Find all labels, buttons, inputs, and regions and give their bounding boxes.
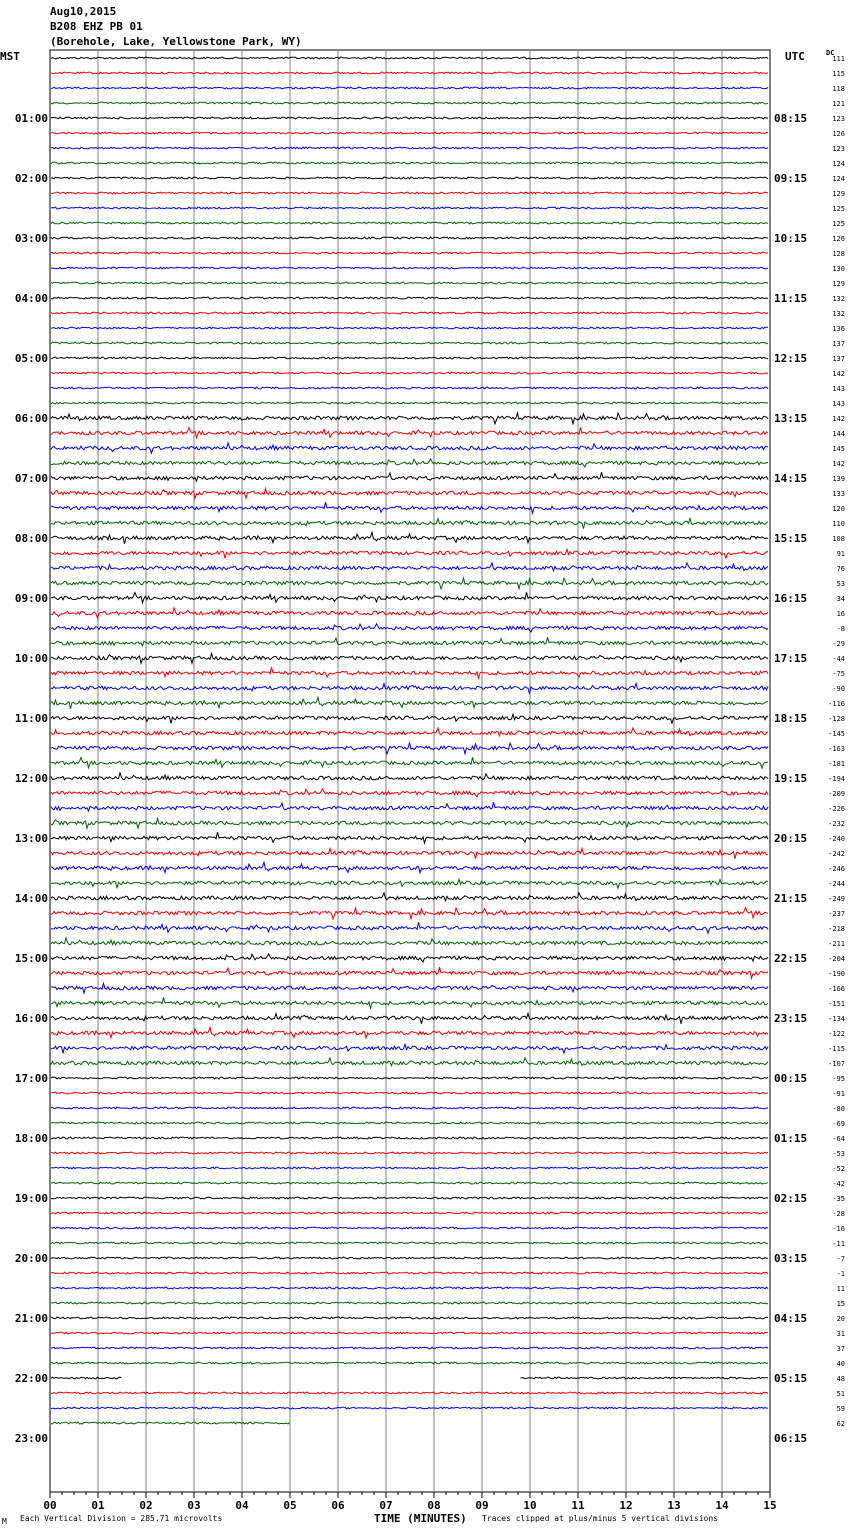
dc-offset-label: -166 <box>828 985 845 993</box>
seismic-trace <box>51 297 768 299</box>
dc-offset-label: 40 <box>836 1360 845 1368</box>
seismic-trace <box>51 1212 768 1214</box>
seismic-trace <box>51 1272 768 1274</box>
dc-offset-label: 20 <box>836 1315 845 1323</box>
dc-offset-label: -218 <box>828 925 845 933</box>
mst-hour-label: 15:00 <box>14 952 48 965</box>
seismic-trace <box>51 87 768 89</box>
mst-hour-label: 04:00 <box>14 292 48 305</box>
mst-hour-label: 01:00 <box>14 112 48 125</box>
dc-offset-label: 37 <box>836 1345 845 1353</box>
seismic-trace <box>51 342 768 344</box>
right-timezone-label: UTC <box>785 50 805 63</box>
dc-offset-label: -190 <box>828 970 845 978</box>
mst-hour-label: 09:00 <box>14 592 48 605</box>
x-tick-label: 12 <box>619 1499 633 1512</box>
seismic-trace <box>51 357 768 359</box>
seismic-trace <box>51 592 768 602</box>
seismic-trace <box>51 372 768 374</box>
seismic-trace <box>51 413 768 424</box>
dc-offset-label: -1 <box>836 1270 845 1278</box>
seismic-trace <box>51 1167 768 1169</box>
plot-date: Aug10,2015 <box>50 5 117 18</box>
dc-offset-label: -242 <box>828 850 845 858</box>
utc-hour-label: 02:15 <box>774 1192 808 1205</box>
dc-offset-label: -52 <box>832 1165 845 1173</box>
dc-offset-label: 51 <box>836 1390 845 1398</box>
seismic-trace <box>51 1152 768 1154</box>
dc-offset-label: -122 <box>828 1030 845 1038</box>
seismic-trace <box>51 402 768 404</box>
dc-offset-label: 144 <box>832 430 845 438</box>
dc-offset-label: -204 <box>828 955 845 963</box>
seismic-trace <box>51 117 768 119</box>
utc-hour-label: 08:15 <box>774 112 808 125</box>
seismic-trace <box>51 327 768 329</box>
seismic-trace <box>51 1407 768 1409</box>
seismic-trace <box>51 162 768 164</box>
mst-hour-label: 07:00 <box>14 472 48 485</box>
dc-offset-label: 132 <box>832 295 845 303</box>
seismic-trace <box>51 637 768 646</box>
dc-column-label: DC <box>826 49 835 57</box>
utc-hour-label: 03:15 <box>774 1252 808 1265</box>
seismic-trace <box>51 1362 768 1364</box>
seismic-trace <box>51 997 768 1008</box>
utc-hour-label: 15:15 <box>774 532 808 545</box>
seismic-trace <box>51 192 768 194</box>
x-tick-label: 15 <box>763 1499 777 1512</box>
x-tick-label: 10 <box>523 1499 537 1512</box>
mst-hour-label: 19:00 <box>14 1192 48 1205</box>
dc-offset-label: 125 <box>832 220 845 228</box>
dc-offset-label: 137 <box>832 340 845 348</box>
seismic-trace <box>51 102 768 104</box>
mst-hour-label: 18:00 <box>14 1132 48 1145</box>
seismic-trace <box>51 132 768 134</box>
utc-hour-label: 09:15 <box>774 172 808 185</box>
seismic-trace <box>51 1137 768 1139</box>
dc-offset-label: -209 <box>828 790 845 798</box>
dc-offset-label: -42 <box>832 1180 845 1188</box>
dc-offset-label: -246 <box>828 865 845 873</box>
dc-offset-label: -128 <box>828 715 845 723</box>
seismic-trace <box>51 282 768 284</box>
dc-offset-label: 129 <box>832 280 845 288</box>
dc-offset-label: 59 <box>836 1405 845 1413</box>
x-tick-label: 01 <box>91 1499 105 1512</box>
seismic-trace <box>51 72 768 74</box>
dc-offset-label: -226 <box>828 805 845 813</box>
dc-offset-label: -16 <box>832 1225 845 1233</box>
dc-offset-label: 133 <box>832 490 845 498</box>
seismic-trace <box>51 967 768 978</box>
seismic-trace <box>51 1242 768 1244</box>
utc-hour-label: 05:15 <box>774 1372 808 1385</box>
dc-offset-label: -181 <box>828 760 845 768</box>
seismic-trace <box>51 459 768 467</box>
seismic-trace <box>51 1122 768 1124</box>
mst-hour-label: 10:00 <box>14 652 48 665</box>
x-tick-label: 06 <box>331 1499 345 1512</box>
x-tick-label: 09 <box>475 1499 489 1512</box>
seismic-trace <box>51 802 768 811</box>
seismic-trace <box>51 938 768 945</box>
mst-hour-label: 11:00 <box>14 712 48 725</box>
seismic-trace <box>51 1027 768 1038</box>
seismic-trace <box>51 147 768 149</box>
dc-offset-label: -151 <box>828 1000 845 1008</box>
dc-offset-label: -115 <box>828 1045 845 1053</box>
x-tick-label: 03 <box>187 1499 201 1512</box>
utc-hour-label: 06:15 <box>774 1432 808 1445</box>
clip-note: Traces clipped at plus/minus 5 vertical divisions <box>482 1514 719 1523</box>
seismic-trace <box>51 908 768 919</box>
seismic-trace <box>51 472 768 481</box>
dc-offset-label: 111 <box>832 55 845 63</box>
dc-offset-label: 11 <box>836 1285 845 1293</box>
seismic-trace <box>51 922 768 933</box>
seismic-trace <box>51 427 768 437</box>
dc-offset-label: -28 <box>832 1210 845 1218</box>
seismic-trace <box>51 443 768 453</box>
dc-offset-label: -29 <box>832 640 845 648</box>
station-location: (Borehole, Lake, Yellowstone Park, WY) <box>50 35 302 48</box>
dc-offset-label: 62 <box>836 1420 845 1428</box>
mst-hour-label: 16:00 <box>14 1012 48 1025</box>
corner-mark: M <box>2 1517 7 1526</box>
seismic-trace <box>51 267 768 269</box>
seismic-trace <box>51 222 768 224</box>
x-tick-label: 08 <box>427 1499 441 1512</box>
utc-hour-label: 11:15 <box>774 292 808 305</box>
utc-hour-label: 19:15 <box>774 772 808 785</box>
seismic-trace <box>51 862 768 873</box>
dc-offset-label: -91 <box>832 1090 845 1098</box>
dc-offset-label: 123 <box>832 145 845 153</box>
utc-hour-label: 20:15 <box>774 832 808 845</box>
seismic-trace <box>51 1092 768 1094</box>
seismic-trace <box>51 1182 768 1184</box>
mst-hour-label: 21:00 <box>14 1312 48 1325</box>
dc-offset-label: -116 <box>828 700 845 708</box>
seismic-trace <box>51 1107 768 1109</box>
dc-offset-label: 15 <box>836 1300 845 1308</box>
dc-offset-label: 48 <box>836 1375 845 1383</box>
dc-offset-label: 16 <box>836 610 845 618</box>
mst-hour-label: 13:00 <box>14 832 48 845</box>
seismic-trace <box>51 893 768 901</box>
left-timezone-label: MST <box>0 50 20 63</box>
dc-offset-label: -44 <box>832 655 845 663</box>
dc-offset-label: 128 <box>832 250 845 258</box>
seismic-trace <box>51 714 768 723</box>
x-tick-label: 02 <box>139 1499 153 1512</box>
mst-hour-label: 23:00 <box>14 1432 48 1445</box>
x-tick-label: 04 <box>235 1499 249 1512</box>
dc-offset-label: 124 <box>832 160 845 168</box>
x-tick-label: 00 <box>43 1499 57 1512</box>
station-code: B208 EHZ PB 01 <box>50 20 143 33</box>
seismic-trace <box>51 1287 768 1289</box>
dc-offset-label: 120 <box>832 505 845 513</box>
dc-offset-label: 91 <box>836 550 845 558</box>
dc-offset-label: -244 <box>828 880 845 888</box>
dc-offset-label: 124 <box>832 175 845 183</box>
dc-offset-label: -64 <box>832 1135 845 1143</box>
seismic-trace <box>51 757 768 768</box>
seismic-trace <box>51 728 768 736</box>
seismic-trace <box>51 848 768 858</box>
seismic-trace <box>51 237 768 239</box>
dc-offset-label: 76 <box>836 565 845 573</box>
utc-hour-label: 18:15 <box>774 712 808 725</box>
seismic-trace <box>51 1332 768 1334</box>
dc-offset-label: 145 <box>832 445 845 453</box>
dc-offset-label: 115 <box>832 70 845 78</box>
dc-offset-label: 34 <box>836 595 845 603</box>
utc-hour-label: 14:15 <box>774 472 808 485</box>
utc-hour-label: 13:15 <box>774 412 808 425</box>
mst-hour-label: 08:00 <box>14 532 48 545</box>
dc-offset-label: 125 <box>832 205 845 213</box>
dc-offset-label: 118 <box>832 85 845 93</box>
plot-frame <box>50 50 770 1492</box>
seismic-trace <box>51 1377 768 1379</box>
seismic-trace <box>51 653 768 663</box>
utc-hour-label: 01:15 <box>774 1132 808 1145</box>
mst-hour-label: 02:00 <box>14 172 48 185</box>
dc-offset-label: -90 <box>832 685 845 693</box>
seismic-trace <box>51 683 768 693</box>
mst-hour-label: 14:00 <box>14 892 48 905</box>
scale-note: Each Vertical Division = 285.71 microvolts <box>20 1514 223 1523</box>
seismic-trace <box>51 983 768 993</box>
dc-offset-label: -240 <box>828 835 845 843</box>
dc-offset-label: -232 <box>828 820 845 828</box>
seismic-trace <box>51 1013 768 1023</box>
dc-offset-label: -7 <box>836 1255 845 1263</box>
seismic-trace <box>51 387 768 389</box>
dc-offset-label: -237 <box>828 910 845 918</box>
seismic-trace <box>51 177 768 179</box>
utc-hour-label: 10:15 <box>774 232 808 245</box>
mst-hour-label: 20:00 <box>14 1252 48 1265</box>
utc-hour-label: 21:15 <box>774 892 808 905</box>
seismic-trace <box>51 57 768 59</box>
dc-offset-label: -53 <box>832 1150 845 1158</box>
seismic-trace <box>51 1077 768 1079</box>
utc-hour-label: 00:15 <box>774 1072 808 1085</box>
dc-offset-label: -107 <box>828 1060 845 1068</box>
dc-offset-label: 143 <box>832 385 845 393</box>
dc-offset-label: 142 <box>832 460 845 468</box>
dc-offset-label: -35 <box>832 1195 845 1203</box>
seismic-trace <box>51 1044 768 1053</box>
utc-hour-label: 22:15 <box>774 952 808 965</box>
dc-offset-label: 126 <box>832 130 845 138</box>
seismic-trace <box>51 879 768 888</box>
dc-offset-label: 31 <box>836 1330 845 1338</box>
seismic-trace <box>51 252 768 254</box>
dc-offset-label: -249 <box>828 895 845 903</box>
seismic-trace <box>51 1257 768 1259</box>
seismic-trace <box>51 563 768 571</box>
seismic-trace <box>51 1227 768 1229</box>
seismic-trace <box>51 1058 768 1066</box>
mst-hour-label: 03:00 <box>14 232 48 245</box>
x-tick-label: 13 <box>667 1499 681 1512</box>
seismic-trace <box>51 624 768 632</box>
dc-offset-label: -80 <box>832 1105 845 1113</box>
dc-offset-label: 143 <box>832 400 845 408</box>
dc-offset-label: -11 <box>832 1240 845 1248</box>
dc-offset-label: 108 <box>832 535 845 543</box>
dc-offset-label: 53 <box>836 580 845 588</box>
utc-hour-label: 04:15 <box>774 1312 808 1325</box>
dc-offset-label: -95 <box>832 1075 845 1083</box>
seismic-trace <box>51 1392 768 1394</box>
dc-offset-label: -145 <box>828 730 845 738</box>
seismic-trace <box>51 502 768 513</box>
seismic-trace <box>51 832 768 843</box>
mst-hour-label: 12:00 <box>14 772 48 785</box>
utc-hour-label: 17:15 <box>774 652 808 665</box>
seismic-trace <box>51 532 768 544</box>
seismic-trace <box>51 1347 768 1349</box>
dc-offset-label: 130 <box>832 265 845 273</box>
x-axis-title: TIME (MINUTES) <box>374 1512 467 1525</box>
seismic-trace <box>51 608 768 618</box>
dc-offset-label: -194 <box>828 775 845 783</box>
dc-offset-label: -163 <box>828 745 845 753</box>
dc-offset-label: 142 <box>832 415 845 423</box>
seismic-trace <box>51 789 768 797</box>
mst-hour-label: 06:00 <box>14 412 48 425</box>
dc-offset-label: -8 <box>836 625 845 633</box>
seismic-trace <box>51 1197 768 1199</box>
utc-hour-label: 12:15 <box>774 352 808 365</box>
seismic-trace <box>51 1302 768 1304</box>
mst-hour-label: 05:00 <box>14 352 48 365</box>
x-tick-label: 05 <box>283 1499 297 1512</box>
dc-offset-label: 123 <box>832 115 845 123</box>
x-tick-label: 14 <box>715 1499 729 1512</box>
x-tick-label: 07 <box>379 1499 393 1512</box>
dc-offset-label: 136 <box>832 325 845 333</box>
seismic-trace <box>51 743 768 754</box>
dc-offset-label: 126 <box>832 235 845 243</box>
seismic-trace <box>51 954 768 962</box>
seismic-trace <box>51 1422 290 1424</box>
dc-offset-label: 132 <box>832 310 845 318</box>
seismic-trace <box>51 518 768 528</box>
seismic-trace <box>51 818 768 828</box>
dc-offset-label: 137 <box>832 355 845 363</box>
seismic-trace <box>51 773 768 780</box>
dc-offset-label: -69 <box>832 1120 845 1128</box>
seismic-trace <box>51 697 768 709</box>
dc-offset-label: -134 <box>828 1015 845 1023</box>
dc-offset-label: 142 <box>832 370 845 378</box>
dc-offset-label: 110 <box>832 520 845 528</box>
seismic-trace <box>51 667 768 678</box>
seismic-trace <box>51 312 768 314</box>
dc-offset-label: -211 <box>828 940 845 948</box>
x-tick-label: 11 <box>571 1499 585 1512</box>
utc-hour-label: 16:15 <box>774 592 808 605</box>
seismic-trace <box>51 578 768 589</box>
seismic-trace <box>51 549 768 558</box>
mst-hour-label: 17:00 <box>14 1072 48 1085</box>
dc-offset-label: 129 <box>832 190 845 198</box>
seismic-trace <box>51 207 768 209</box>
mst-hour-label: 22:00 <box>14 1372 48 1385</box>
dc-offset-label: 121 <box>832 100 845 108</box>
seismic-trace <box>51 1317 768 1319</box>
dc-offset-label: -75 <box>832 670 845 678</box>
utc-hour-label: 23:15 <box>774 1012 808 1025</box>
dc-offset-label: 139 <box>832 475 845 483</box>
seismic-trace <box>51 488 768 498</box>
